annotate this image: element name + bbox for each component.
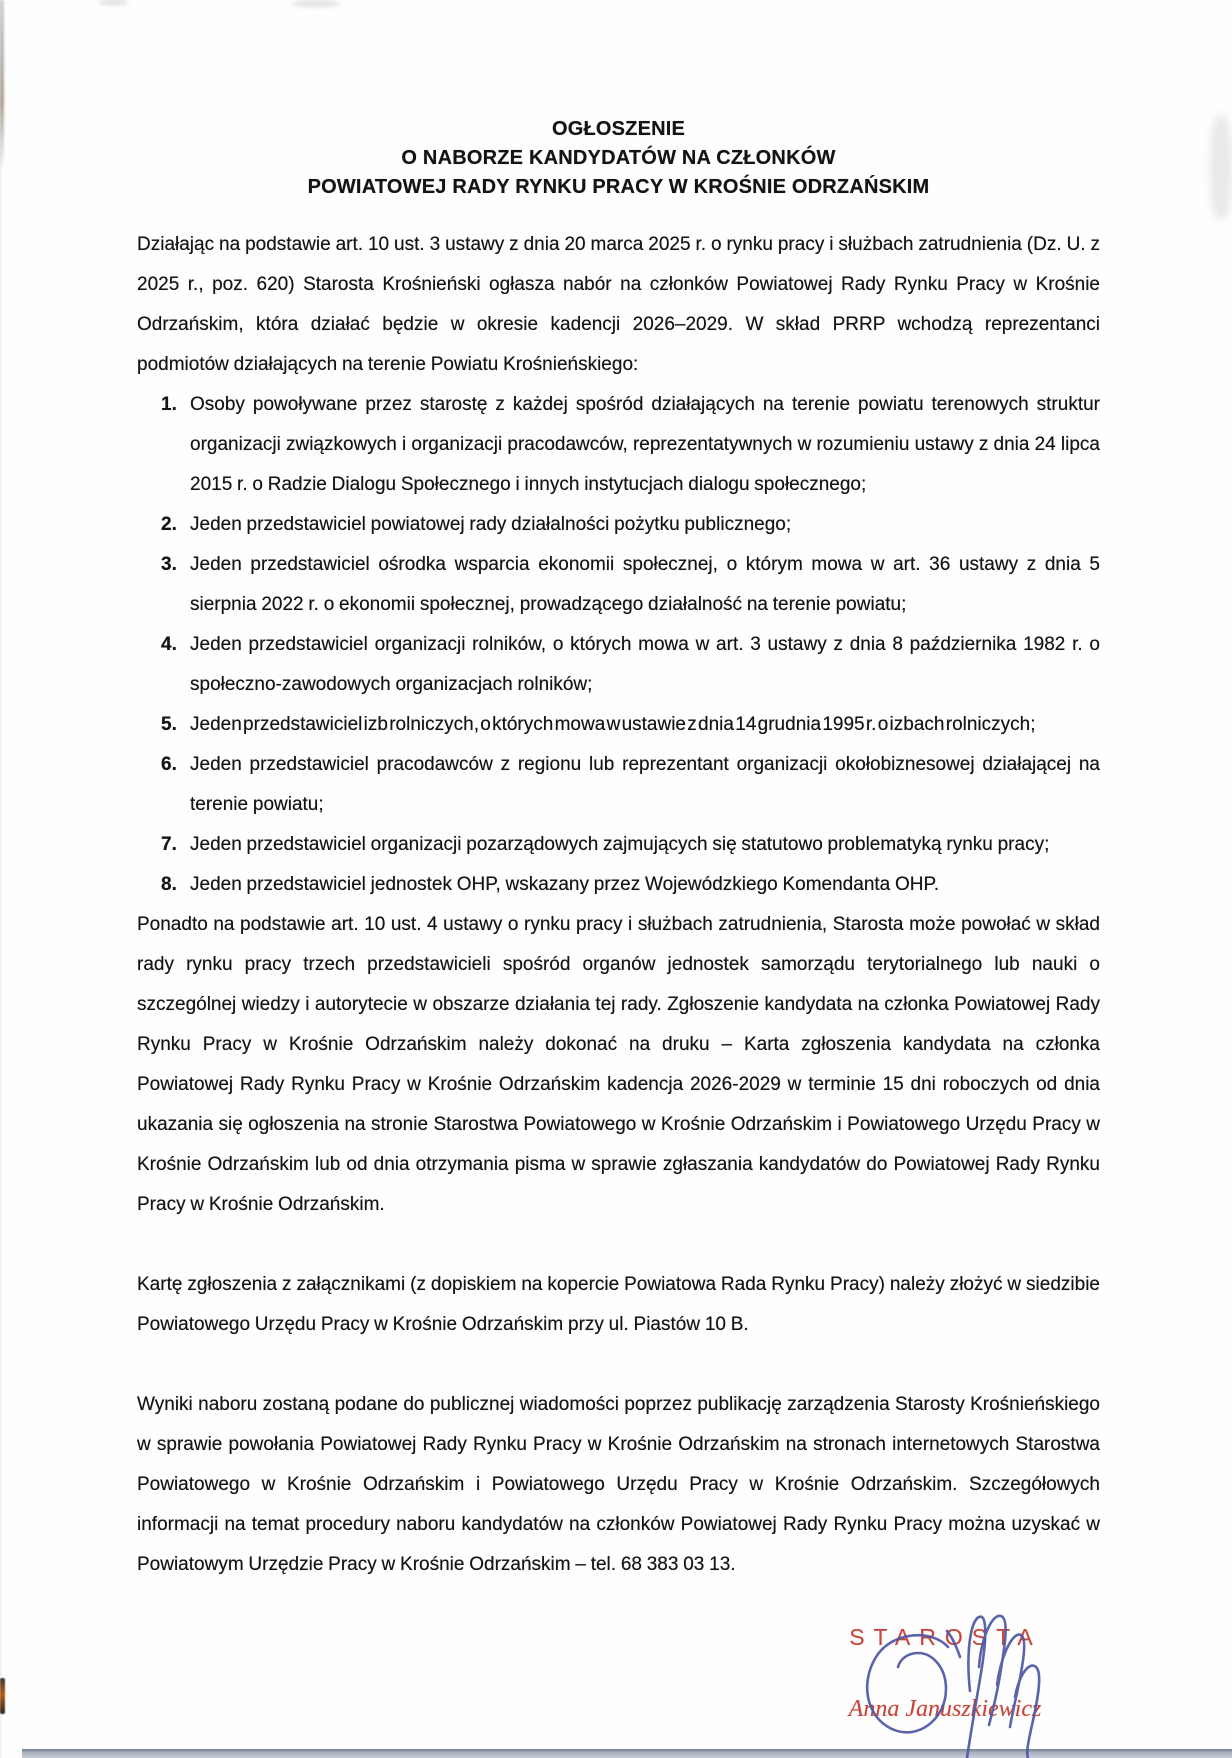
list-item-text: Jeden przedstawiciel organizacji pozarządowych zajmujących się statutowo problematyką rynku pracy; <box>190 834 1050 855</box>
list-item-number: 4. <box>161 634 177 655</box>
scan-top-speck <box>292 0 340 7</box>
list-item <box>137 385 1100 505</box>
list-item <box>137 745 1100 825</box>
list-item-text: Jeden przedstawiciel powiatowej rady działalności pożytku publicznego; <box>190 514 792 535</box>
starosta-stamp-name: Anna Januszkiewicz <box>848 1696 1042 1722</box>
list-item-number: 1. <box>161 394 177 415</box>
list-item <box>137 505 1100 545</box>
title-line-2: O NABORZE KANDYDATÓW NA CZŁONKÓW <box>401 147 836 169</box>
list-item-text: Osoby powoływane przez starostę z każdej spośród działających na terenie powiatu terenowych struktur organizacji związkowych i organizacji pracodawców, reprezentatywnych w rozumieniu ustawy z dnia 24 lipca 2015 r. o Radzie Dialogu Społecznego i innych instytucjach dialogu społecznego; <box>190 394 1100 495</box>
document-title <box>137 115 1100 202</box>
list-item <box>137 825 1100 865</box>
scan-left-edge <box>0 0 2 1758</box>
scan-topleft-smudge <box>0 0 4 170</box>
list-item-text: Jeden przedstawiciel ośrodka wsparcia ekonomii społecznej, o którym mowa w art. 36 ustawy z dnia 5 sierpnia 2022 r. o ekonomii społecznej, prowadzącego działalność na terenie powiatu; <box>190 554 1100 615</box>
paragraph-karta: Kartę zgłoszenia z załącznikami (z dopiskiem na kopercie Powiatowa Rada Rynku Pracy) należy złożyć w siedzibie Powiatowego Urzędu Pracy w Krośnie Odrzańskim przy ul. Piastów 10 B. <box>137 1274 1100 1335</box>
list-item <box>137 625 1100 705</box>
list-item-number: 5. <box>161 714 177 735</box>
list-item-number: 2. <box>161 514 177 535</box>
intro-paragraph: Działając na podstawie art. 10 ust. 3 ustawy z dnia 20 marca 2025 r. o rynku pracy i służbach zatrudnienia (Dz. U. z 2025 r., poz. 620) Starosta Krośnieński ogłasza nabór na członków Powiatowej Rady Rynku Pracy w Krośnie Odrzańskim, która działać będzie w okresie kadencji 2026–2029. W skład PRRP wchodzą reprezentanci podmiotów działających na terenie Powiatu Krośnieńskiego: <box>137 234 1100 375</box>
list-item-text: Jeden przedstawiciel organizacji rolników, o których mowa w art. 3 ustawy z dnia 8 października 1982 r. o społeczno-zawodowych organizacjach rolników; <box>190 634 1100 695</box>
list-item-number: 7. <box>161 834 177 855</box>
handwritten-signature <box>820 1595 1080 1758</box>
paragraph-ponadto: Ponadto na podstawie art. 10 ust. 4 ustawy o rynku pracy i służbach zatrudnienia, Starosta może powołać w skład rady rynku pracy trzech przedstawicieli spośród organów jednostek samorządu terytorialnego lub nauki o szczególnej wiedzy i autorytecie w obszarze działania tej rady. Zgłoszenie kandydata na członka Powiatowej Rady Rynku Pracy w Krośnie Odrzańskim należy dokonać na druku – Karta zgłoszenia kandydata na członka Powiatowej Rady Rynku Pracy w Krośnie Odrzańskim kadencja 2026-2029 w terminie 15 dni roboczych od dnia ukazania się ogłoszenia na stronie Starostwa Powiatowego w Krośnie Odrzańskim i Powiatowego Urzędu Pracy w Krośnie Odrzańskim lub od dnia otrzymania pisma w sprawie zgłaszania kandydatów do Powiatowej Rady Rynku Pracy w Krośnie Odrzańskim. <box>137 914 1100 1215</box>
list-item-number: 8. <box>161 874 177 895</box>
list-item <box>137 545 1100 625</box>
starosta-stamp-title: STAROSTA <box>849 1624 1042 1650</box>
title-line-3: POWIATOWEJ RADY RYNKU PRACY W KROŚNIE ODRZAŃSKIM <box>307 176 930 198</box>
scan-topright-smudge <box>1210 115 1232 220</box>
list-item-text: Jeden przedstawiciel izb rolniczych, o których mowa w ustawie z dnia 14 grudnia 1995 r. o izbach rolniczych; <box>190 714 1036 735</box>
document-body <box>137 115 1100 1585</box>
list-item <box>137 705 1100 745</box>
title-line-1: OGŁOSZENIE <box>551 118 686 140</box>
list-item <box>137 865 1100 905</box>
paragraph-wyniki: Wyniki naboru zostaną podane do publicznej wiadomości poprzez publikację zarządzenia Starosty Krośnieńskiego w sprawie powołania Powiatowej Rady Rynku Pracy w Krośnie Odrzańskim na stronach internetowych Starostwa Powiatowego w Krośnie Odrzańskim i Powiatowego Urzędu Pracy w Krośnie Odrzańskim. Szczegółowych informacji na temat procedury naboru kandydatów na członków Powiatowej Rady Rynku Pracy można uzyskać w Powiatowym Urzędzie Pracy w Krośnie Odrzańskim – tel. 68 383 03 13. <box>137 1394 1100 1575</box>
list-item-text: Jeden przedstawiciel pracodawców z regionu lub reprezentant organizacji okołobiznesowej działającej na terenie powiatu; <box>190 754 1100 815</box>
numbered-list <box>137 385 1100 905</box>
list-item-number: 6. <box>161 754 177 775</box>
scan-top-speck <box>98 0 128 5</box>
list-item-number: 3. <box>161 554 177 575</box>
list-item-text: Jeden przedstawiciel jednostek OHP, wskazany przez Wojewódzkiego Komendanta OHP. <box>190 874 940 895</box>
scan-left-orange-mark <box>0 1678 5 1714</box>
